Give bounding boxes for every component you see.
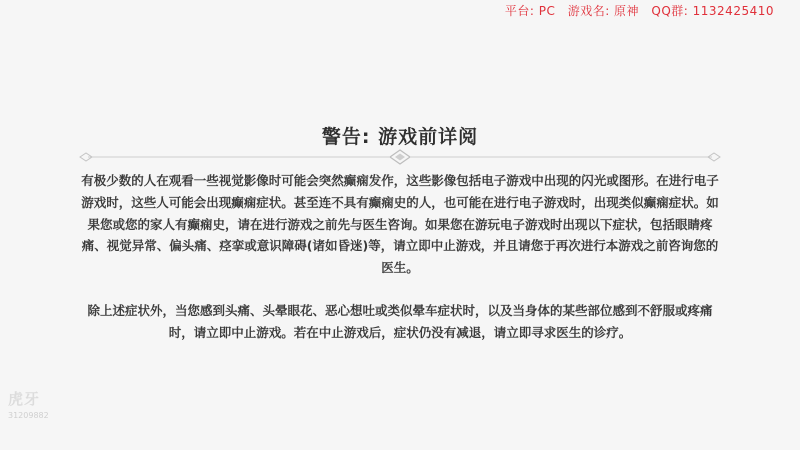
platform-label: 平台: PC: [504, 4, 556, 18]
warning-body: [80, 170, 720, 344]
watermark-room-id: 31209882: [8, 411, 49, 420]
ornamental-divider: [78, 149, 722, 165]
game-name-label: 游戏名: 原神: [567, 4, 640, 18]
watermark-logo: 虎牙: [8, 390, 41, 408]
stream-info-overlay: [497, 2, 774, 19]
qq-group-label: QQ群: 1132425410: [651, 4, 774, 18]
warning-paragraph-1: 有极少数的人在观看一些视觉影像时可能会突然癫痫发作，这些影像包括电子游戏中出现的闪光或图形。在进行电子游戏时，这些人可能会出现癫痫症状。甚至连不具有癫痫史的人，也可能在进行电子游戏时，出现类似癫痫症状。如果您或您的家人有癫痫史，请在进行游戏之前先与医生咨询。如果您在游玩电子游戏时出现以下症状，包括眼睛疼痛、视觉异常、偏头痛、痉挛或意识障碍(诸如昏迷)等，请立即中止游戏，并且请您于再次进行本游戏之前咨询您的医生。: [81, 173, 719, 276]
warning-title: 警告: 游戏前详阅: [321, 126, 479, 148]
warning-paragraph-2: 除上述症状外，当您感到头痛、头晕眼花、恶心想吐或类似晕车症状时，以及当身体的某些部位感到不舒服或疼痛时，请立即中止游戏。若在中止游戏后，症状仍没有减退，请立即寻求医生的诊疗。: [87, 302, 713, 340]
stream-watermark: [8, 388, 68, 420]
